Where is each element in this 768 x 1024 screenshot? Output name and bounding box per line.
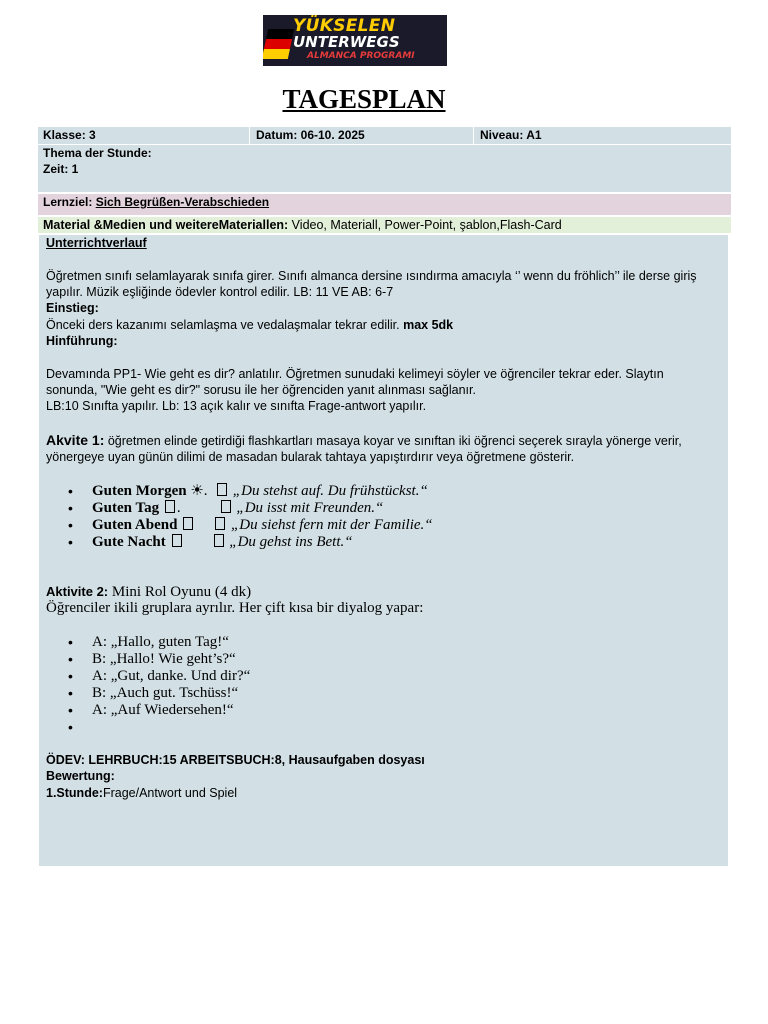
lernziel-label: Lernziel:: [43, 195, 93, 209]
homework-line: ÖDEV: LEHRBUCH:15 ARBEITSBUCH:8, Hausaufgaben dosyası: [46, 753, 425, 767]
bullet-icon: •: [68, 668, 73, 684]
thema-label: Thema der Stunde:: [43, 146, 152, 160]
greeting-sentence: „Du stehst auf. Du frühstückst.“: [232, 483, 428, 499]
greeting-term: Guten Abend: [92, 517, 178, 533]
greeting-sentence: „Du gehst ins Bett.“: [229, 534, 353, 550]
greeting-sentence: „Du siehst fern mit der Familie.“: [230, 517, 433, 533]
hinfuhrung-line-1: Devamında PP1- Wie geht es dir? anlatılır. Öğretmen sunudaki kelimeyi söyler ve öğrenciler tekrar eder. Slaytın: [46, 367, 664, 381]
logo: [263, 15, 447, 66]
bewertung-label: Bewertung:: [46, 769, 115, 783]
dialog-line: A: „Gut, danke. Und dir?“: [92, 668, 251, 684]
greeting-item: [92, 534, 353, 551]
activity-2-description: Öğrenciler ikili gruplara ayrılır. Her çift kısa bir diyalog yapar:: [46, 600, 424, 616]
stunde-text: Frage/Antwort und Spiel: [102, 786, 238, 800]
missing-glyph-icon: [172, 534, 182, 547]
activity-1-line-2: yönergeye uyan günün dilimi de masadan bularak tahtaya yapıştırdırır veya öğretmene gösterir.: [46, 450, 575, 464]
lernziel-value: Sich Begrüßen-Verabschieden: [95, 195, 270, 209]
activity-2-line: [46, 583, 251, 601]
greeting-sentence: „Du isst mit Freunden.“: [236, 500, 384, 516]
dialog-line: B: „Auch gut. Tschüss!“: [92, 685, 239, 701]
einstieg-text: Önceki ders kazanımı selamlaşma ve vedalaşmalar tekrar edilir.: [46, 318, 404, 332]
bullet-icon: •: [68, 651, 73, 667]
missing-glyph-icon: [217, 483, 227, 496]
bullet-icon: •: [68, 685, 73, 701]
missing-glyph-icon: [183, 517, 193, 530]
greeting-term: Guten Morgen: [92, 483, 187, 499]
greeting-item: [92, 483, 428, 500]
hinfuhrung-line-2: sonunda, "Wie geht es dir?" sorusu ile her öğrenciden yanıt alınması sağlanır.: [46, 383, 476, 397]
greeting-item: [92, 517, 433, 534]
header-row: [38, 127, 731, 144]
hinfuhrung-label: Hinführung:: [46, 334, 118, 348]
material-line: [43, 217, 562, 233]
zeit-label: Zeit: 1: [43, 162, 79, 176]
lernziel-row: [38, 194, 731, 215]
greeting-emoji: .: [176, 500, 181, 516]
datum-cell: Datum: 06-10. 2025: [251, 127, 474, 144]
greeting-term: Guten Tag: [92, 500, 160, 516]
sun-icon: ☀.: [190, 483, 208, 499]
missing-glyph-icon: [215, 517, 225, 530]
activity-2-title: Mini Rol Oyunu (4 dk): [108, 584, 252, 600]
activity-2-label: Aktivite 2:: [46, 584, 109, 599]
bullet-icon: •: [68, 500, 73, 516]
greeting-term: Gute Nacht: [92, 534, 166, 550]
dialog-line: B: „Hallo! Wie geht’s?“: [92, 651, 236, 667]
bullet-icon: •: [68, 483, 73, 499]
bullet-icon: •: [68, 702, 73, 718]
klasse-cell: Klasse: 3: [38, 127, 250, 144]
german-flag-icon: [263, 29, 294, 59]
dialog-line: A: „Hallo, guten Tag!“: [92, 634, 229, 650]
topic-section: [38, 145, 731, 192]
stunde-label: 1.Stunde:: [46, 786, 103, 800]
page-title: TAGESPLAN: [282, 84, 446, 114]
dialog-line: A: „Auf Wiedersehen!“: [92, 702, 234, 718]
intro-line-2: yapılır. Müzik eşliğinde ödevler kontrol edilir. LB: 11 VE AB: 6-7: [46, 285, 394, 299]
logo-line-1: YÜKSELEN: [293, 16, 396, 36]
einstieg-label: Einstieg:: [46, 301, 99, 315]
material-row: [38, 217, 731, 233]
einstieg-time: max 5dk: [403, 318, 454, 332]
activity-1-text: öğretmen elinde getirdiği flashkartları masaya koyar ve sınıftan iki öğrenci seçerek sırayla yönerge verir,: [104, 434, 682, 448]
niveau-cell: Niveau: A1: [480, 128, 542, 142]
bullet-icon: •: [68, 534, 73, 550]
stunde-line: [46, 785, 237, 801]
hinfuhrung-line-3: LB:10 Sınıfta yapılır. Lb: 13 açık kalır ve sınıfta Frage-antwort yapılır.: [46, 399, 427, 413]
bullet-icon: •: [68, 517, 73, 533]
missing-glyph-icon: [165, 500, 175, 513]
activity-1-label: Akvite 1:: [46, 432, 105, 448]
logo-line-3: ALMANCA PROGRAMI: [307, 51, 415, 61]
lesson-flow-heading: Unterrichtverlauf: [46, 236, 147, 250]
logo-line-2: UNTERWEGS: [293, 33, 400, 51]
missing-glyph-icon: [221, 500, 231, 513]
material-value: Video, Materiall, Power-Point, şablon,Flash-Card: [288, 218, 562, 232]
lesson-flow-section: [39, 235, 728, 866]
einstieg-line: [46, 317, 453, 333]
material-label: Material &Medien und weitereMateriallen:: [43, 218, 289, 232]
intro-line-1: Öğretmen sınıfı selamlayarak sınıfa girer. Sınıfı almanca dersine ısındırma amacıyla ‘’ wenn du fröhlich’’ ile derse giriş: [46, 269, 697, 283]
missing-glyph-icon: [214, 534, 224, 547]
lernziel-line: [43, 194, 269, 210]
bullet-icon: •: [68, 634, 73, 650]
bullet-icon: •: [68, 719, 73, 735]
greeting-item: [92, 500, 383, 517]
activity-1-line-1: [46, 432, 682, 449]
